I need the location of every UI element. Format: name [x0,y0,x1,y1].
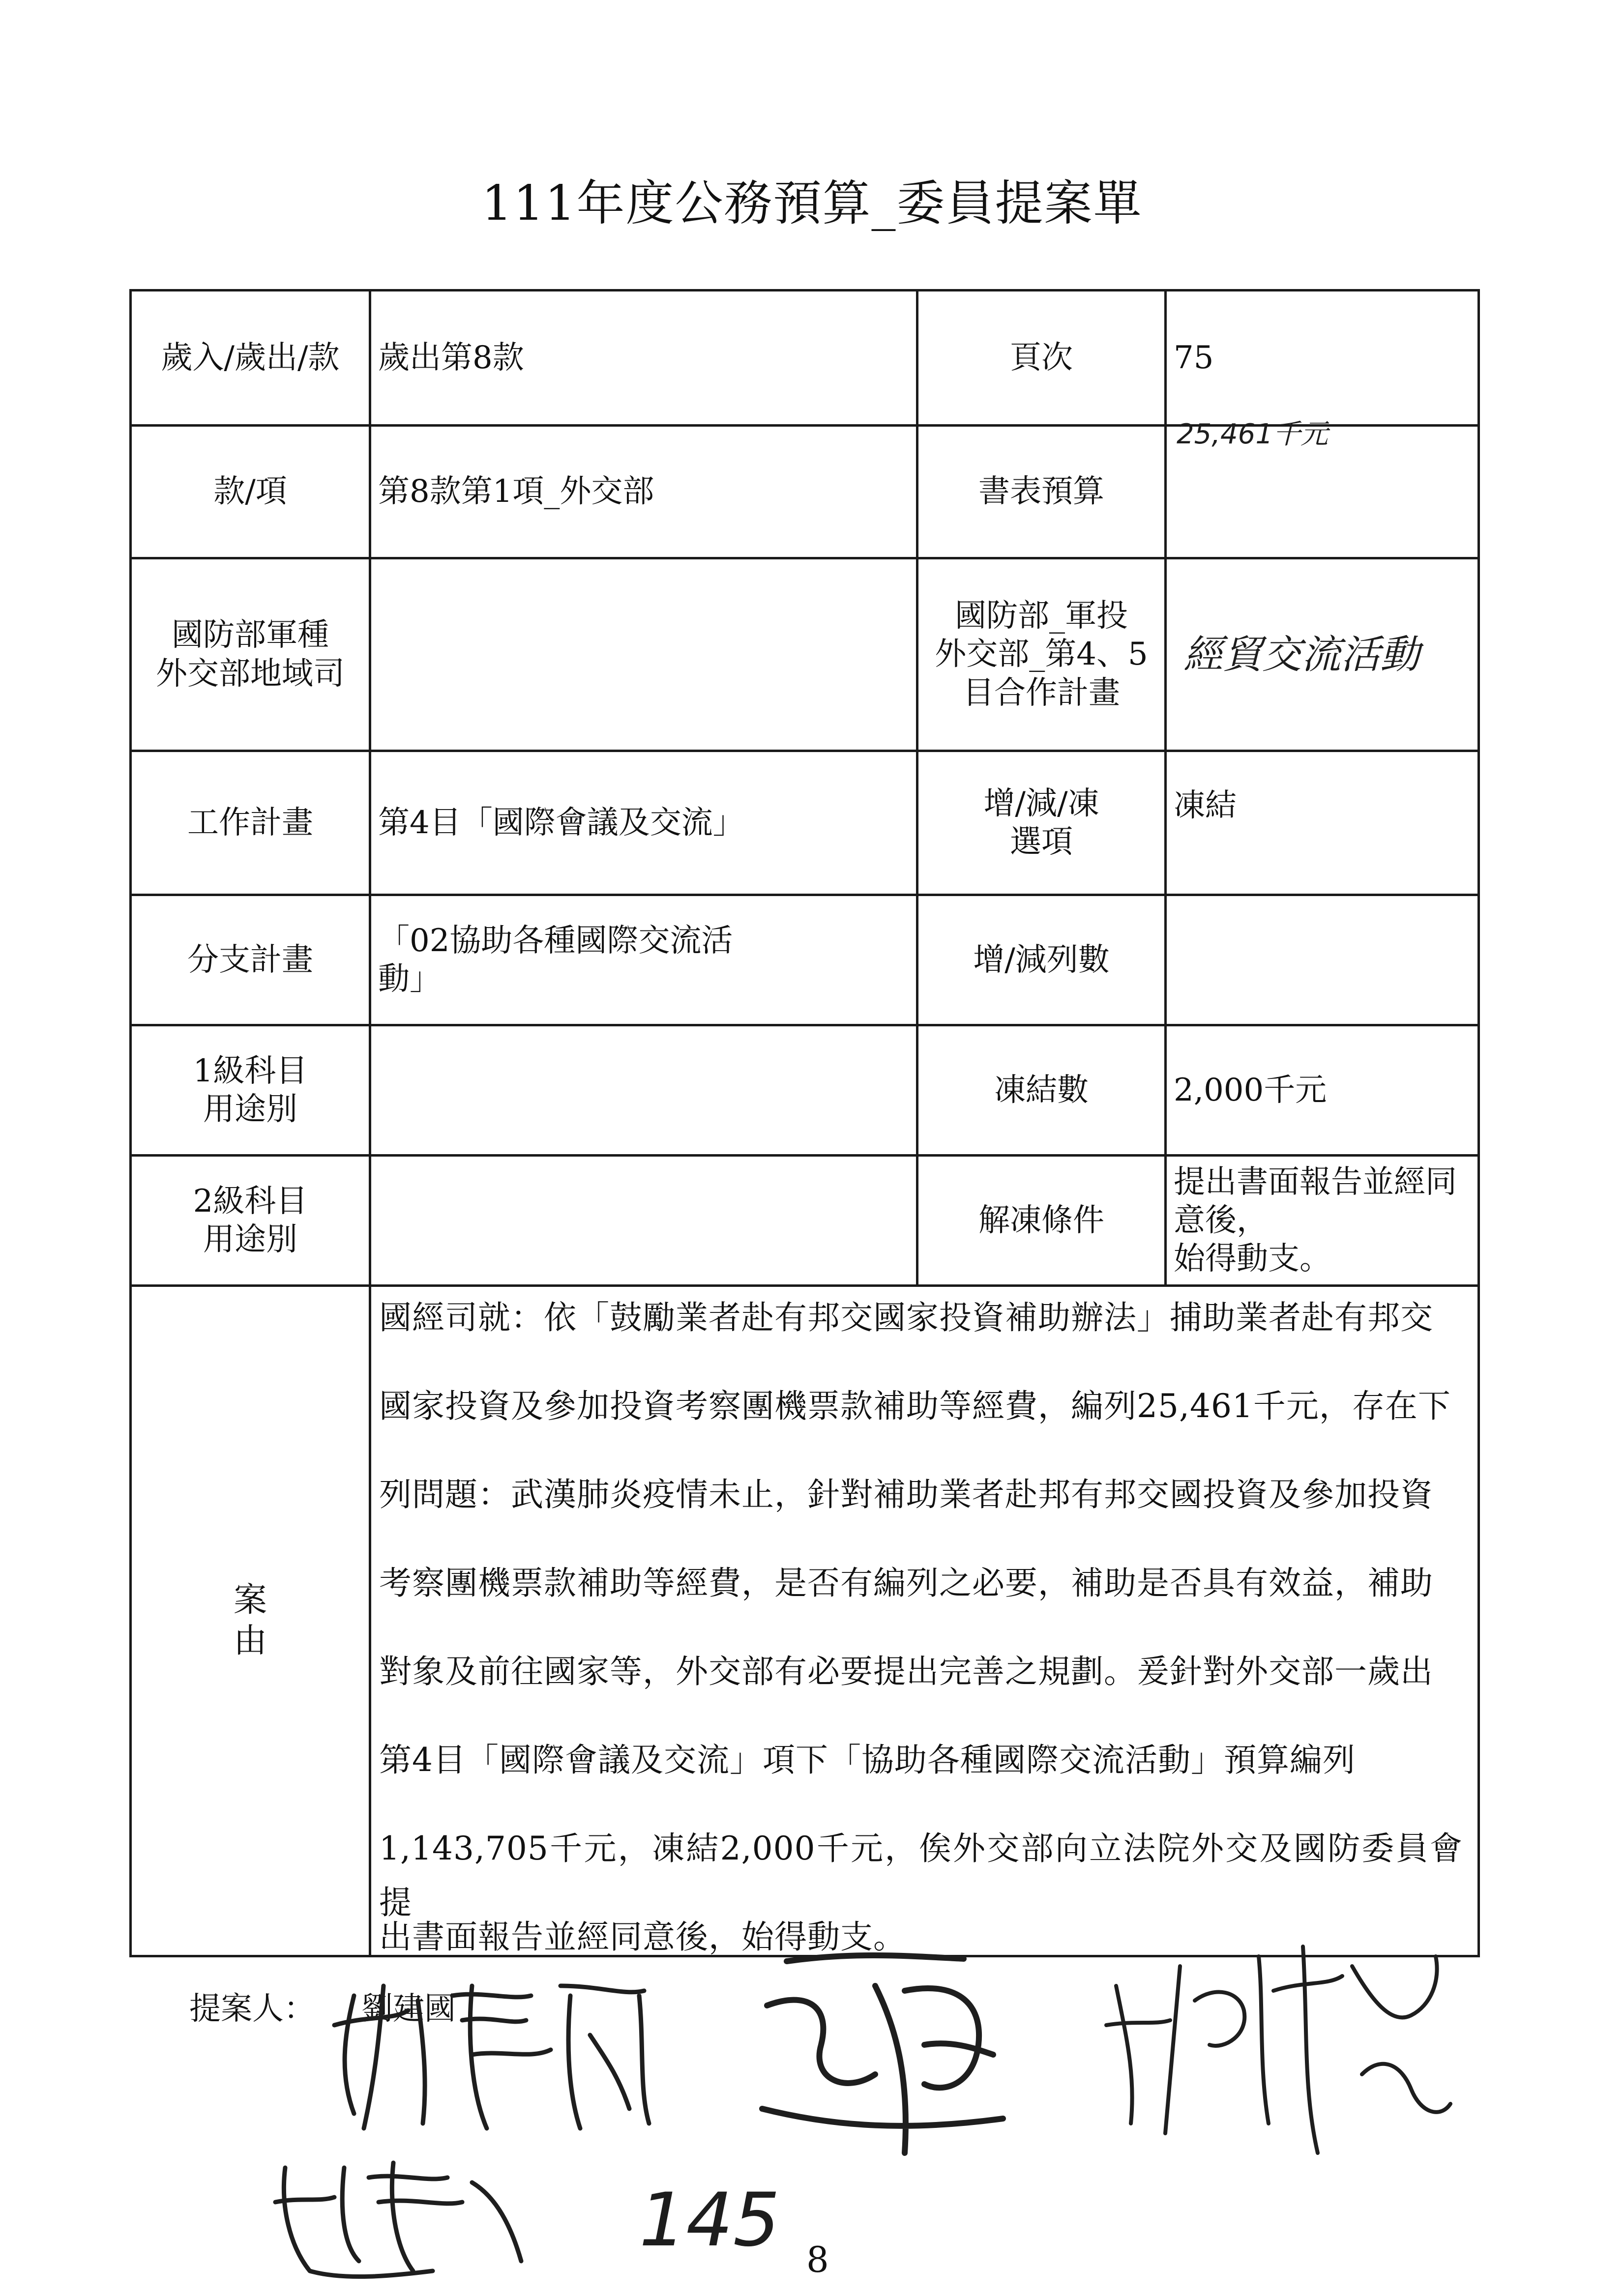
value-category: 歲出第8款 [369,289,918,427]
label-unfreeze-condition: 解凍條件 [916,1154,1167,1287]
value-reason [369,1284,1480,1957]
label-option-line1: 增/減/凍 [983,785,1099,822]
signature-2 [747,1947,1023,2173]
label-military-line1: 國防部軍種 [172,617,329,654]
unfreeze-line1: 提出書面報告並經同意後， [1174,1163,1457,1239]
label-branch-plan: 分支計畫 [129,894,371,1026]
level2-line2: 用途別 [203,1221,297,1258]
label-adjust-amount: 增/減列數 [916,894,1167,1026]
proposer-label: 提案人： [189,1991,315,2027]
label-option-line2: 選項 [1010,824,1073,860]
reason-text-block [371,1287,1477,1969]
value-level1-subject [369,1024,918,1157]
value-military-region [369,557,918,752]
proposal-form-table [129,289,1480,1957]
value-cooperation-plan [1164,557,1480,752]
level1-line2: 用途別 [203,1091,297,1128]
unfreeze-line2: 始得動支。 [1174,1241,1331,1278]
value-work-plan: 第4目「國際會議及交流」 [369,750,918,896]
label-level2-subject [129,1154,371,1287]
value-section-item: 第8款第1項_外交部 [369,424,918,559]
label-category: 歲入/歲出/款 [129,289,371,427]
signature-4 [266,2148,541,2286]
reason-line: 列問題：武漢肺炎疫情未止，針對補助業者赴邦有邦交國投資及參加投資 [379,1476,1433,1513]
label-freeze-amount: 凍結數 [916,1024,1167,1157]
label-cooperation-plan [916,557,1167,752]
reason-label-text: 案由 [233,1580,326,1660]
level1-line1: 1級科目 [193,1052,308,1089]
value-unfreeze-condition [1164,1154,1480,1287]
branch-plan-line1: 「02協助各種國際交流活 [378,922,733,959]
value-freeze-amount: 2,000千元 [1164,1024,1480,1157]
reason-line: 出書面報告並經同意後，始得動支。 [379,1918,906,1956]
label-work-plan: 工作計畫 [129,750,371,896]
page-number: 8 [806,2239,829,2280]
reason-line: 考察團機票款補助等經費，是否有編列之必要，補助是否具有效益，補助 [379,1564,1433,1602]
form-title: 111年度公務預算_委員提案單 [481,175,1143,232]
signature-1 [325,1966,728,2143]
label-coop-line3: 目合作計畫 [963,674,1120,711]
handwritten-number: 145 [639,2178,780,2263]
label-page: 頁次 [916,289,1167,427]
reason-line: 1,143,705千元，凍結2,000千元，俟外交部向立法院外交及國防委員會提 [379,1830,1463,1921]
label-coop-line2: 外交部_第4、5 [935,636,1148,673]
label-section-item: 款/項 [129,424,371,559]
value-branch-plan [369,894,918,1026]
label-budget: 書表預算 [916,424,1167,559]
budget-handwriting: 25,461千元 [1177,418,1328,450]
label-option [916,750,1167,896]
value-adjust-amount [1164,894,1480,1026]
value-budget-handwritten [1164,418,1480,559]
label-military-region [129,557,371,752]
reason-line: 國經司就：依「鼓勵業者赴有邦交國家投資補助辦法」捕助業者赴有邦交 [379,1299,1433,1337]
label-military-line2: 外交部地域司 [156,655,345,692]
signature-3 [1096,1927,1455,2173]
reason-line: 第4目「國際會議及交流」項下「協助各種國際交流活動」預算編列 [379,1741,1356,1779]
level2-line1: 2級科目 [193,1183,308,1220]
value-option: 凍結 [1164,750,1480,896]
label-reason [129,1284,371,1957]
value-level2-subject [369,1154,918,1287]
reason-line: 國家投資及參加投資考察團機票款補助等經費，編列25,461千元，存在下 [379,1387,1451,1425]
reason-line: 對象及前往國家等，外交部有必要提出完善之規劃。爰針對外交部一歲出 [379,1653,1433,1690]
branch-plan-line2: 動」 [378,961,441,997]
label-level1-subject [129,1024,371,1157]
proposer-name: 劉建國 [361,1991,456,2027]
value-page: 75 [1164,289,1480,427]
cooperation-handwriting: 經貿交流活動 [1183,631,1419,677]
label-coop-line1: 國防部_軍投 [955,598,1128,635]
